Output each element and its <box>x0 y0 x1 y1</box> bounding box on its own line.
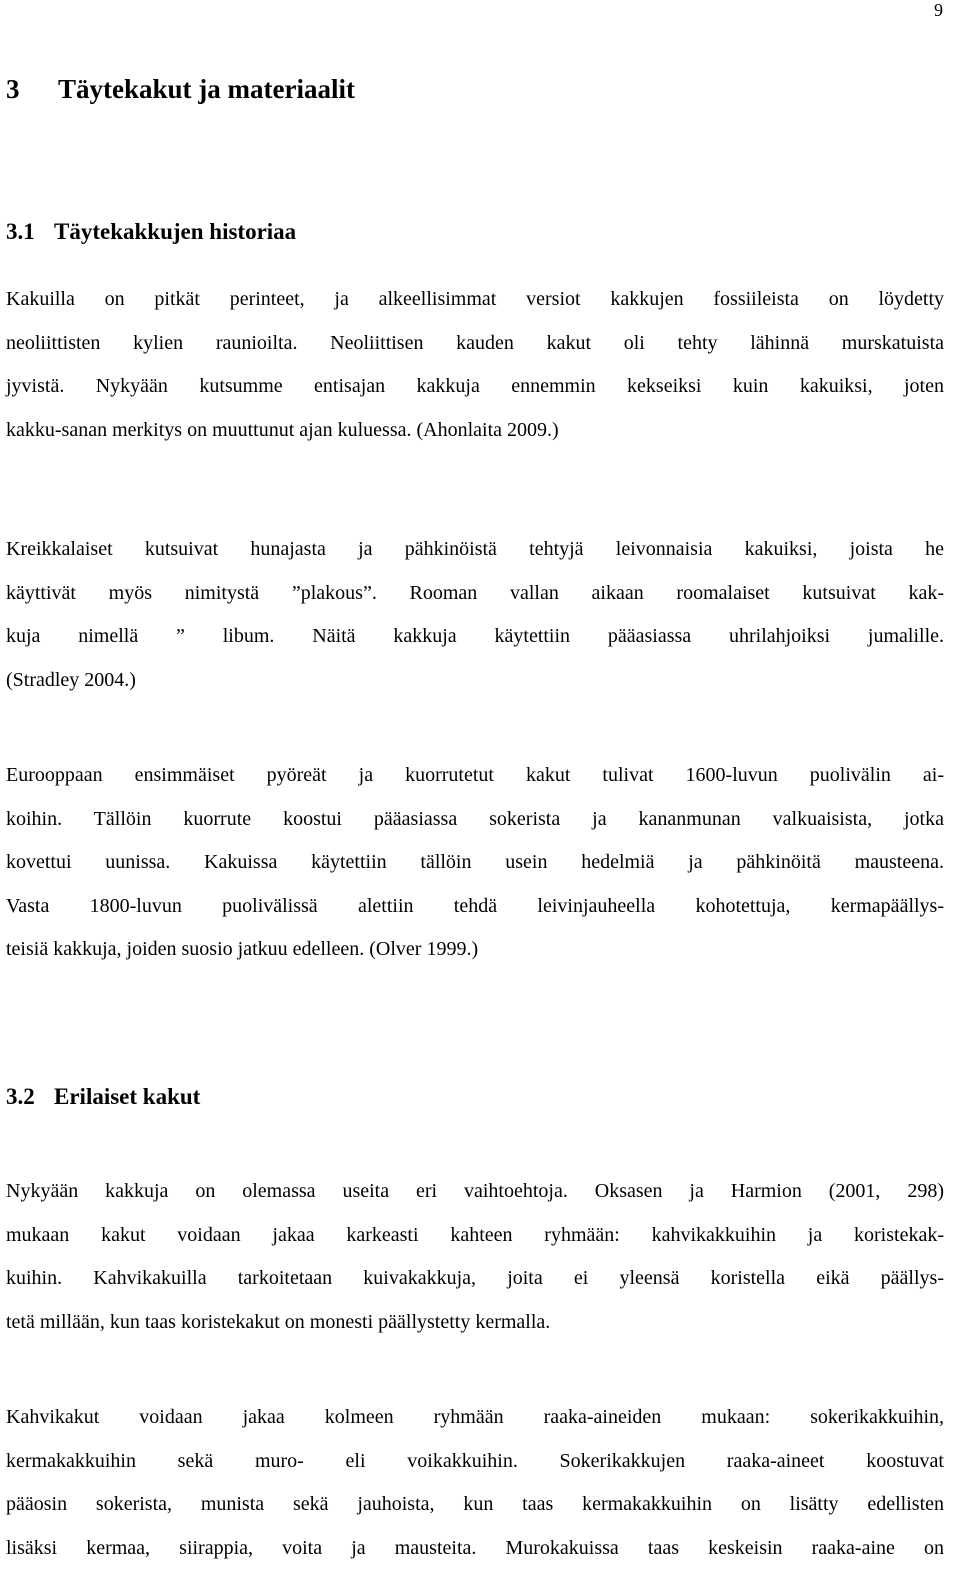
text-line: Vasta 1800-luvun puolivälissä alettiin tehdä leivinjauheella kohotettuja, kermapäällys- <box>6 894 944 917</box>
text-line: jyvistä. Nykyään kutsumme entisajan kakkuja ennemmin kekseiksi kuin kakuiksi, joten <box>6 375 944 397</box>
paragraph-cake-types-2 <box>6 1407 944 1581</box>
text-line: teisiä kakkuja, joiden suosio jatkuu edelleen. (Olver 1999.) <box>6 938 479 960</box>
text-line: mukaan kakut voidaan jakaa karkeasti kahteen ryhmään: kahvikakkuihin ja koristekak- <box>6 1223 944 1246</box>
text-line: (Stradley 2004.) <box>6 668 136 691</box>
page-number: 9 <box>934 0 943 20</box>
paragraph-history-2 <box>6 539 944 713</box>
text-line: kakku-sanan merkitys on muuttunut ajan kuluessa. (Ahonlaita 2009.) <box>6 418 559 441</box>
text-line: kuja nimellä ” libum. Näitä kakkuja käytettiin pääasiassa uhrilahjoiksi jumalille. <box>6 625 944 647</box>
section-title: Täytekakkujen historiaa <box>54 219 297 244</box>
text-line: pääosin sokerista, munista sekä jauhoista, kun taas kermakakkuihin on lisätty edellisten <box>6 1493 944 1515</box>
text-line: lisäksi kermaa, siirappia, voita ja mausteita. Murokakuissa taas keskeisin raaka-aine on <box>6 1536 944 1559</box>
text-line: koihin. Tällöin kuorrute koostui pääasiassa sokerista ja kananmunan valkuaisista, jotka <box>6 807 944 830</box>
chapter-heading <box>6 72 355 106</box>
text-line: kovettui uunissa. Kakuissa käytettiin tällöin usein hedelmiä ja pähkinöitä mausteena. <box>6 851 944 873</box>
text-line: Nykyään kakkuja on olemassa useita eri vaihtoehtoja. Oksasen ja Harmion (2001, 298) <box>6 1180 944 1202</box>
paragraph-history-1 <box>6 289 944 463</box>
section-heading-3-1 <box>6 217 296 247</box>
section-number: 3.2 <box>6 1084 35 1109</box>
text-line: Kreikkalaiset kutsuivat hunajasta ja pähkinöistä tehtyjä leivonnaisia kakuiksi, joista he <box>6 538 944 560</box>
text-line: tetä millään, kun taas koristekakut on monesti päällystetty kermalla. <box>6 1310 551 1333</box>
chapter-number: 3 <box>6 74 20 104</box>
text-line: kermakakkuihin sekä muro- eli voikakkuihin. Sokerikakkujen raaka-aineet koostuvat <box>6 1449 944 1472</box>
paragraph-history-3 <box>6 765 944 983</box>
text-line: kuihin. Kahvikakuilla tarkoitetaan kuivakakkuja, joita ei yleensä koristella eikä päällys- <box>6 1267 944 1289</box>
text-line: Eurooppaan ensimmäiset pyöreät ja kuorrutetut kakut tulivat 1600-luvun puolivälin ai- <box>6 764 944 786</box>
section-heading-3-2 <box>6 1082 200 1112</box>
text-line: neoliittisten kylien raunioilta. Neoliittisen kauden kakut oli tehty lähinnä murskatuista <box>6 331 944 354</box>
chapter-title: Täytekakut ja materiaalit <box>58 74 355 104</box>
text-line: käyttivät myös nimitystä ”plakous”. Rooman vallan aikaan roomalaiset kutsuivat kak- <box>6 581 944 604</box>
section-title: Erilaiset kakut <box>54 1084 201 1109</box>
text-line: Kahvikakut voidaan jakaa kolmeen ryhmään raaka-aineiden mukaan: sokerikakkuihin, <box>6 1406 944 1428</box>
text-line: Kakuilla on pitkät perinteet, ja alkeellisimmat versiot kakkujen fossiileista on löydetty <box>6 288 944 310</box>
paragraph-cake-types-1 <box>6 1181 944 1355</box>
section-number: 3.1 <box>6 219 35 244</box>
